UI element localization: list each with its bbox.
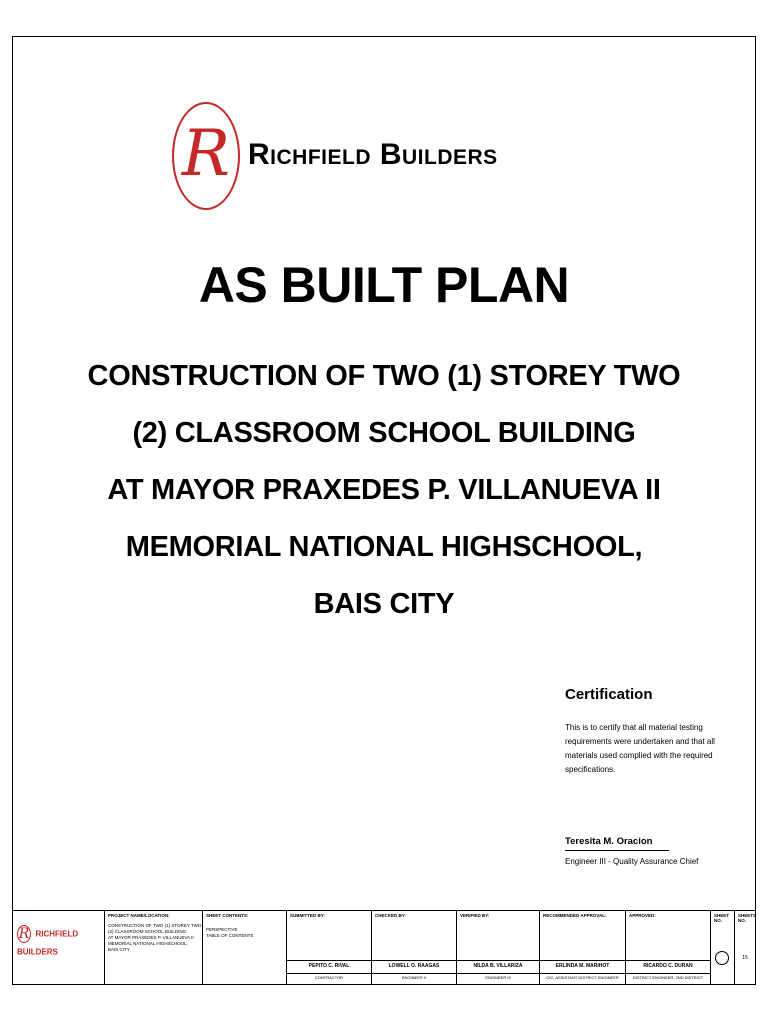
company-logo: [172, 100, 532, 220]
recommended-caption: RECOMMENDED APPROVAL:: [543, 913, 607, 918]
approved-by-cell: [626, 911, 711, 984]
project-text: [108, 923, 201, 953]
sheet-number-caption: SHEET NO.: [714, 913, 730, 923]
certifier-signature: [565, 836, 735, 866]
recommended-by-cell: [540, 911, 626, 984]
project-text-line: CONSTRUCTION OF TWO (1) STOREY TWO: [108, 923, 202, 928]
title-block-company: RICHFIELD BUILDERS: [17, 929, 79, 957]
certification-line: This is to certify that all material testing: [565, 723, 703, 732]
project-text-line: MEMORIAL NATIONAL HIGHSCHOOL,: [108, 941, 188, 946]
page-title: AS BUILT PLAN: [198, 257, 570, 313]
checked-by-cell: [372, 911, 457, 984]
company-name: Richfield Builders: [248, 138, 498, 171]
total-sheets-caption: SHEETS NO.: [738, 913, 757, 923]
project-text-line: AT MAYOR PRAXEDES P. VILLANUEVA II: [108, 935, 194, 940]
certification-line: requirements were undertaken and that all: [565, 737, 715, 746]
submitted-role: CONTRACTOR: [287, 973, 371, 980]
project-line: BAIS CITY: [313, 588, 455, 620]
checked-role: ENGINEER II: [372, 973, 456, 980]
certifier-role: Engineer III - Quality Assurance Chief: [565, 857, 699, 866]
project-line: CONSTRUCTION OF TWO (1) STOREY TWO: [87, 360, 681, 392]
verified-role: ENGINEER III: [457, 973, 539, 980]
project-text-line: (2) CLASSROOM SCHOOL BUILDING: [108, 929, 187, 934]
sheet-contents-line: TABLE OF CONTENTS: [206, 933, 254, 938]
submitted-name: PEPITO C. RIVAL: [287, 960, 371, 969]
project-description: [40, 348, 728, 633]
certification-line: materials used complied with the required: [565, 751, 713, 760]
verified-caption: VERIFIED BY:: [460, 913, 490, 918]
submitted-caption: SUBMITTED BY:: [290, 913, 325, 918]
certifier-name: Teresita M. Oracion: [565, 836, 669, 851]
approved-caption: APPROVED:: [629, 913, 656, 918]
sheet-contents-line: PERSPECTIVE: [206, 927, 238, 932]
sheet-contents-cell: [203, 911, 287, 984]
project-text-line: BAIS CITY: [108, 947, 130, 952]
total-sheets-cell: [735, 911, 755, 984]
project-cell: [105, 911, 203, 984]
submitted-by-cell: [287, 911, 372, 984]
certification-line: specifications.: [565, 765, 616, 774]
sheet-contents-text: [206, 927, 253, 939]
verified-by-cell: [457, 911, 540, 984]
recommended-name: ERLINDA M. MARIHOT: [540, 960, 625, 969]
approved-role: DISTRICT ENGINEER, 2ND DISTRICT: [626, 973, 710, 980]
sheet-number-circle-icon: [715, 951, 729, 965]
certification-text: [565, 721, 725, 777]
verified-name: NILDA B. VILLARIZA: [457, 960, 539, 969]
certification-heading: Certification: [565, 686, 653, 703]
logo-initial: R: [181, 117, 231, 191]
recommended-role: OIC, ASSISTANT DISTRICT ENGINEER: [540, 973, 625, 980]
project-line: (2) CLASSROOM SCHOOL BUILDING: [132, 417, 636, 449]
checked-name: LOWELL O. RAAGAS: [372, 960, 456, 969]
sheet-number-cell: [711, 911, 735, 984]
title-block-logo: [17, 925, 104, 961]
title-block-logo-cell: [13, 911, 105, 984]
logo-mark-icon: R: [18, 926, 30, 942]
project-line: AT MAYOR PRAXEDES P. VILLANUEVA II: [107, 474, 661, 506]
approved-name: RICARDO C. DURAN: [626, 960, 710, 969]
total-sheets-value: 15: [742, 955, 748, 961]
title-block: [13, 910, 755, 984]
certification-block: [565, 686, 725, 777]
sheet-contents-caption: SHEET CONTENTS:: [206, 913, 249, 918]
checked-caption: CHECKED BY:: [375, 913, 406, 918]
project-line: MEMORIAL NATIONAL HIGHSCHOOL,: [125, 531, 643, 563]
project-caption: PROJECT NAME/LOCATION:: [108, 913, 170, 918]
